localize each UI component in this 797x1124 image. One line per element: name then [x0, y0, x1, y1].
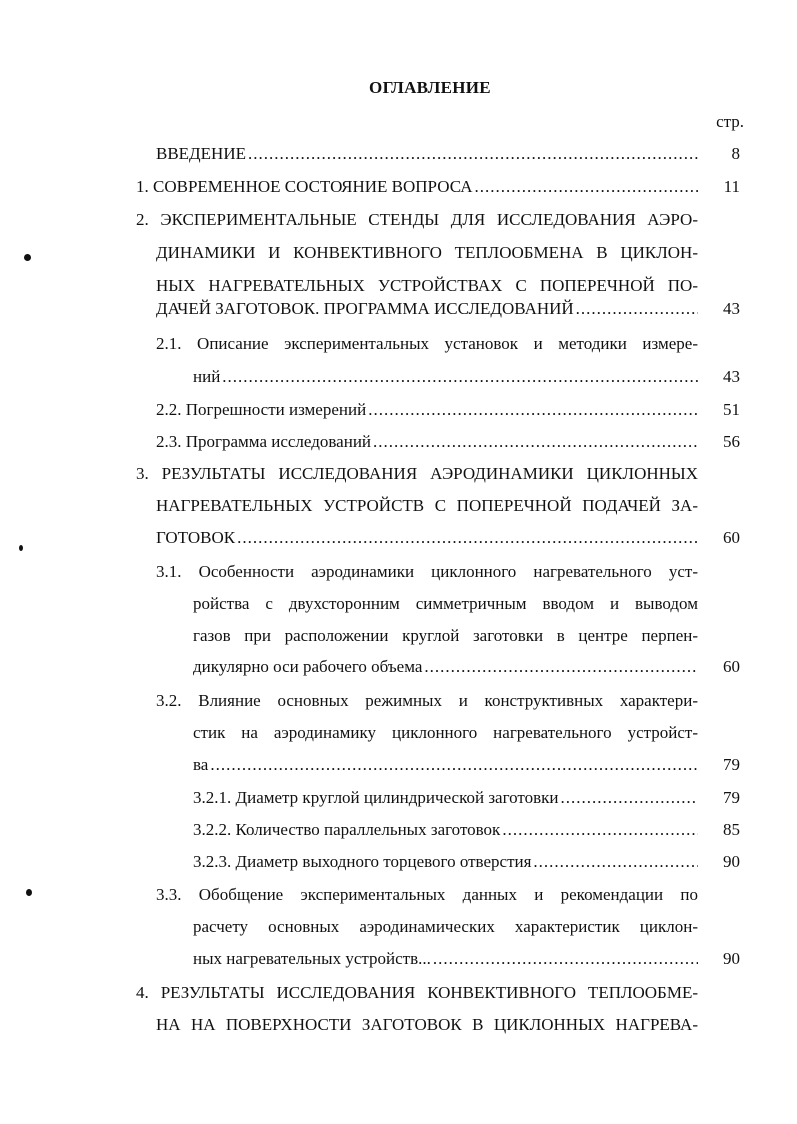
toc-entry-section-3-2-line-2: стик на аэродинамику циклонного нагревательного устройст- [193, 723, 698, 742]
toc-entry-text: дикулярно оси рабочего объема [193, 657, 423, 676]
toc-entry-section-3-line-2: НАГРЕВАТЕЛЬНЫХ УСТРОЙСТВ С ПОПЕРЕЧНОЙ ПОДАЧЕЙ ЗА- [156, 496, 698, 515]
toc-entry-section-2-line-4 [156, 297, 698, 321]
punch-hole-mark [24, 254, 31, 261]
toc-page-number: 85 [723, 820, 740, 839]
toc-entry-section-3-1-line-1: 3.1. Особенности аэродинамики циклонного нагревательного уст- [156, 562, 698, 581]
toc-page-number: 60 [723, 657, 740, 676]
toc-entry-section-2-line-1: 2. ЭКСПЕРИМЕНТАЛЬНЫЕ СТЕНДЫ ДЛЯ ИССЛЕДОВАНИЯ АЭРО- [136, 210, 698, 229]
toc-entry-section-2-3 [156, 430, 698, 454]
toc-entry-section-3-3-line-1: 3.3. Обобщение экспериментальных данных и рекомендации по [156, 885, 698, 904]
toc-page-number: 79 [723, 755, 740, 774]
toc-entry-text: 2.2. Погрешности измерений [156, 400, 367, 419]
toc-entry-text: ДАЧЕЙ ЗАГОТОВОК. ПРОГРАММА ИССЛЕДОВАНИЙ [156, 299, 574, 318]
toc-page-number: 11 [723, 177, 740, 196]
toc-entry-section-3-line-3 [156, 526, 698, 550]
punch-hole-mark [19, 545, 23, 551]
toc-entry-section-3-2-1 [193, 786, 698, 810]
toc-entry-section-2-2 [156, 398, 698, 422]
toc-entry-text: 3.2.1. Диаметр круглой цилиндрической заготовки [193, 788, 559, 807]
toc-entry-section-3-2-line-3 [193, 753, 698, 777]
toc-page-number: 43 [723, 299, 740, 318]
toc-page-number: 8 [731, 144, 740, 163]
toc-entry-section-3-1-line-4 [193, 655, 698, 679]
toc-entry-section-4-line-1: 4. РЕЗУЛЬТАТЫ ИССЛЕДОВАНИЯ КОНВЕКТИВНОГО ТЕПЛООБМЕ- [136, 983, 698, 1002]
toc-entry-section-3-3-line-3 [193, 947, 698, 971]
toc-entry-section-3-1-line-2: ройства с двухсторонним симметричным вводом и выводом [193, 594, 698, 613]
toc-entry-text: ний [193, 367, 221, 386]
toc-page-number: 43 [723, 367, 740, 386]
toc-entry-text: ВВЕДЕНИЕ [156, 144, 246, 163]
toc-entry-section-3-3-line-2: расчету основных аэродинамических характеристик циклон- [193, 917, 698, 936]
page-title: ОГЛАВЛЕНИЕ [369, 78, 491, 97]
toc-entry-text: 1. СОВРЕМЕННОЕ СОСТОЯНИЕ ВОПРОСА [136, 177, 473, 196]
toc-page-number: 90 [723, 852, 740, 871]
toc-entry-section-2-1-line-2 [193, 365, 698, 389]
toc-entry-text: ных нагревательных устройств... [193, 949, 431, 968]
toc-entry-text: 2.3. Программа исследований [156, 432, 372, 451]
toc-page-number: 79 [723, 788, 740, 807]
toc-page-number: 90 [723, 949, 740, 968]
toc-entry-section-4-line-2: НА НА ПОВЕРХНОСТИ ЗАГОТОВОК В ЦИКЛОННЫХ НАГРЕВА- [156, 1015, 698, 1034]
page-column-label: стр. [716, 112, 744, 131]
toc-entry-text: ГОТОВОК [156, 528, 236, 547]
toc-entry-text: 3.2.3. Диаметр выходного торцевого отверстия [193, 852, 532, 871]
toc-entry-section-1 [136, 175, 698, 199]
toc-entry-section-2-1-line-1: 2.1. Описание экспериментальных установок и методики измере- [156, 334, 698, 353]
toc-entry-section-2-line-2: ДИНАМИКИ И КОНВЕКТИВНОГО ТЕПЛООБМЕНА В ЦИКЛОН- [156, 243, 698, 262]
toc-entry-intro [156, 142, 698, 166]
toc-entry-section-3-2-line-1: 3.2. Влияние основных режимных и конструктивных характери- [156, 691, 698, 710]
toc-entry-section-3-2-2 [193, 818, 698, 842]
toc-page-number: 51 [723, 400, 740, 419]
toc-page-number: 56 [723, 432, 740, 451]
toc-entry-text: ва [193, 755, 209, 774]
toc-entry-section-3-1-line-3: газов при расположении круглой заготовки в центре перпен- [193, 626, 698, 645]
toc-entry-section-3-line-1: 3. РЕЗУЛЬТАТЫ ИССЛЕДОВАНИЯ АЭРОДИНАМИКИ ЦИКЛОННЫХ [136, 464, 698, 483]
toc-entry-section-3-2-3 [193, 850, 698, 874]
punch-hole-mark [26, 889, 32, 896]
toc-entry-section-2-line-3: НЫХ НАГРЕВАТЕЛЬНЫХ УСТРОЙСТВАХ С ПОПЕРЕЧНОЙ ПО- [156, 276, 698, 295]
toc-entry-text: 3.2.2. Количество параллельных заготовок [193, 820, 501, 839]
toc-page-number: 60 [723, 528, 740, 547]
